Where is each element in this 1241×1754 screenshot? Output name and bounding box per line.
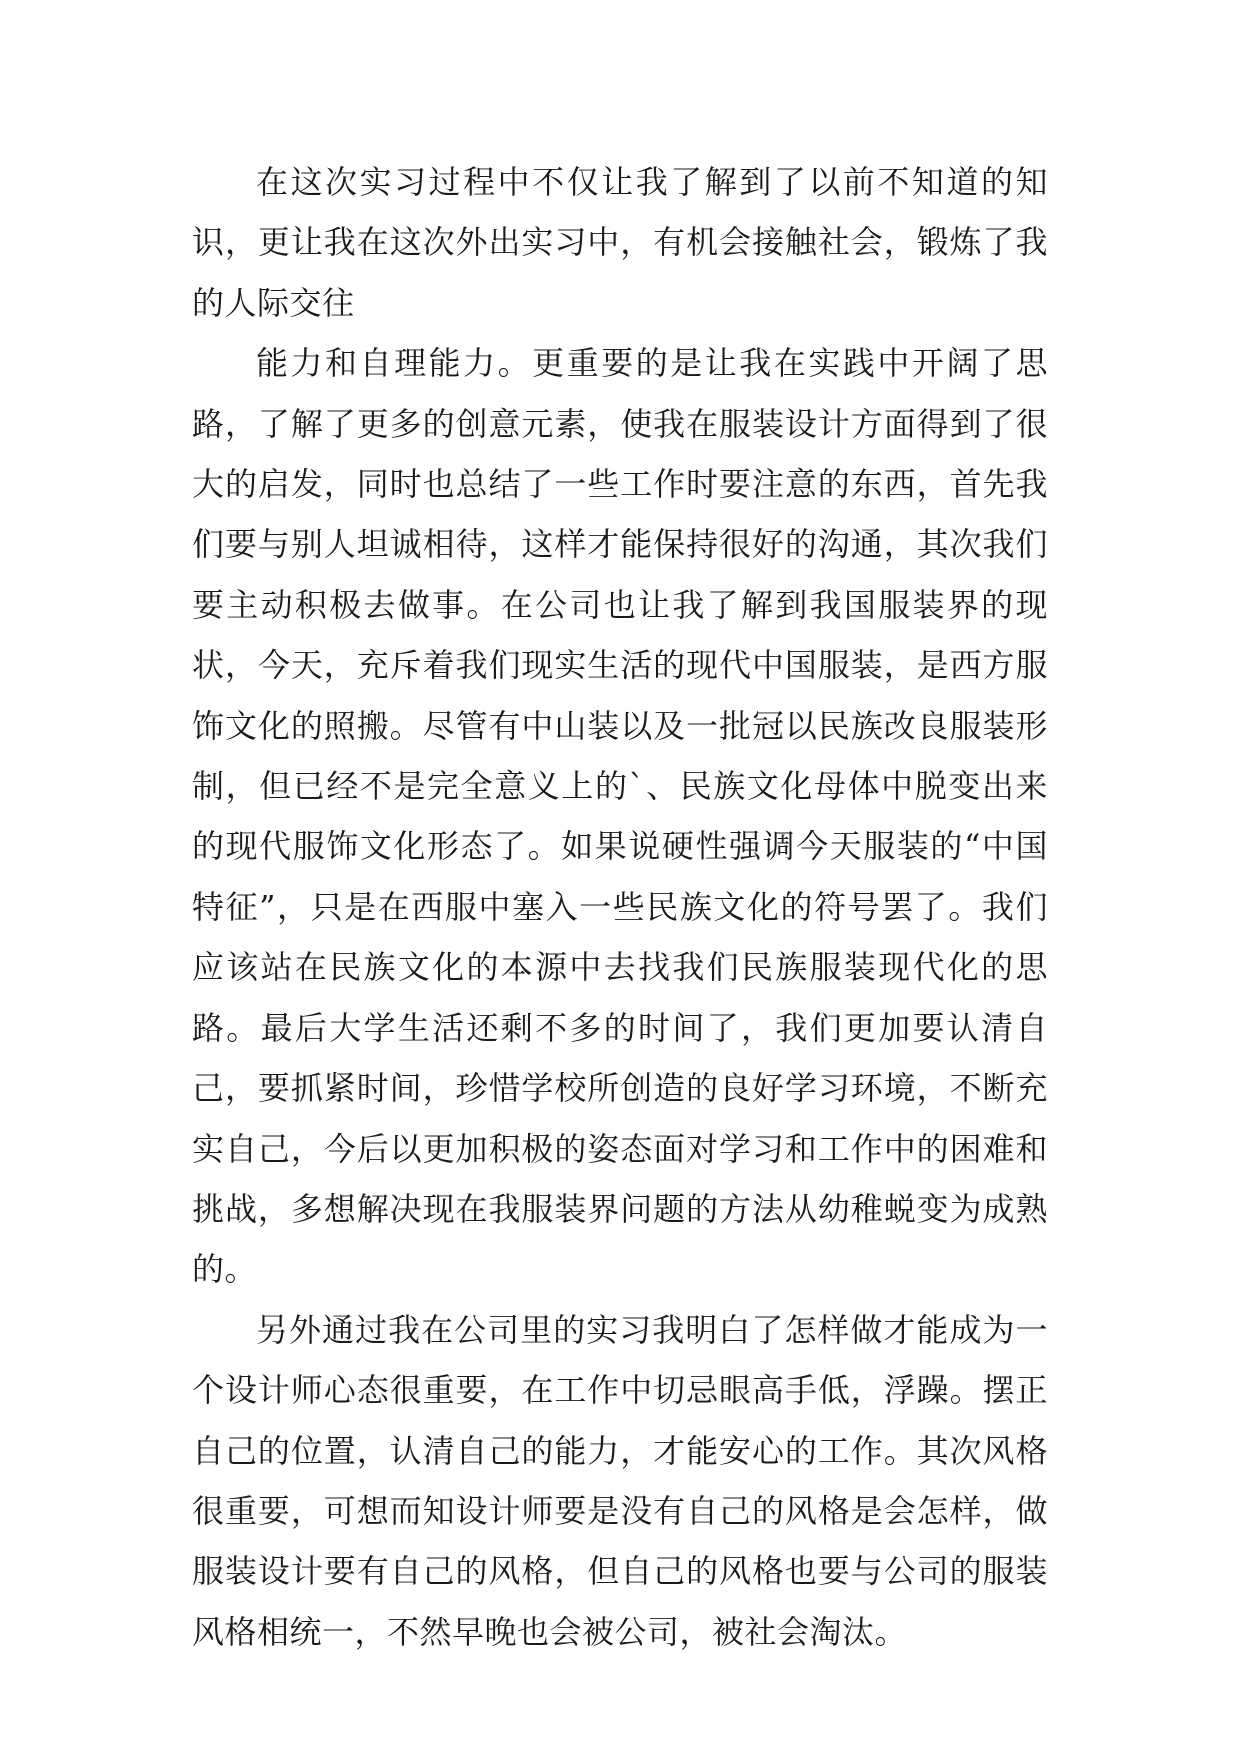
document-body (192, 152, 1048, 1662)
paragraph-3: 另外通过我在公司里的实习我明白了怎样做才能成为一个设计师心态很重要，在工作中切忌眼高手低，浮躁。摆正自己的位置，认清自己的能力，才能安心的工作。其次风格很重要，可想而知设计师要是没有自己的风格是会怎样，做服装设计要有自己的风格，但自己的风格也要与公司的服装风格相统一，不然早晚也会被公司，被社会淘汰。 (192, 1310, 1048, 1651)
paragraph-1: 在这次实习过程中不仅让我了解到了以前不知道的知识，更让我在这次外出实习中，有机会接触社会，锻炼了我的人际交往 (192, 163, 1048, 322)
paragraph-2: 能力和自理能力。更重要的是让我在实践中开阔了思路，了解了更多的创意元素，使我在服装设计方面得到了很大的启发，同时也总结了一些工作时要注意的东西，首先我们要与别人坦诚相待，这样才能保持很好的沟通，其次我们要主动积极去做事。在公司也让我了解到我国服装界的现状，今天，充斥着我们现实生活的现代中国服装，是西方服饰文化的照搬。尽管有中山装以及一批冠以民族改良服装形制，但已经不是完全意义上的`、民族文化母体中脱变出来的现代服饰文化形态了。如果说硬性强调今天服装的“中国特征”，只是在西服中塞入一些民族文化的符号罢了。我们应该站在民族文化的本源中去找我们民族服装现代化的思路。最后大学生活还剩不多的时间了，我们更加要认清自己，要抓紧时间，珍惜学校所创造的良好学习环境，不断充实自己，今后以更加积极的姿态面对学习和工作中的困难和挑战，多想解决现在我服装界问题的方法从幼稚蜕变为成熟的。 (192, 344, 1048, 1289)
